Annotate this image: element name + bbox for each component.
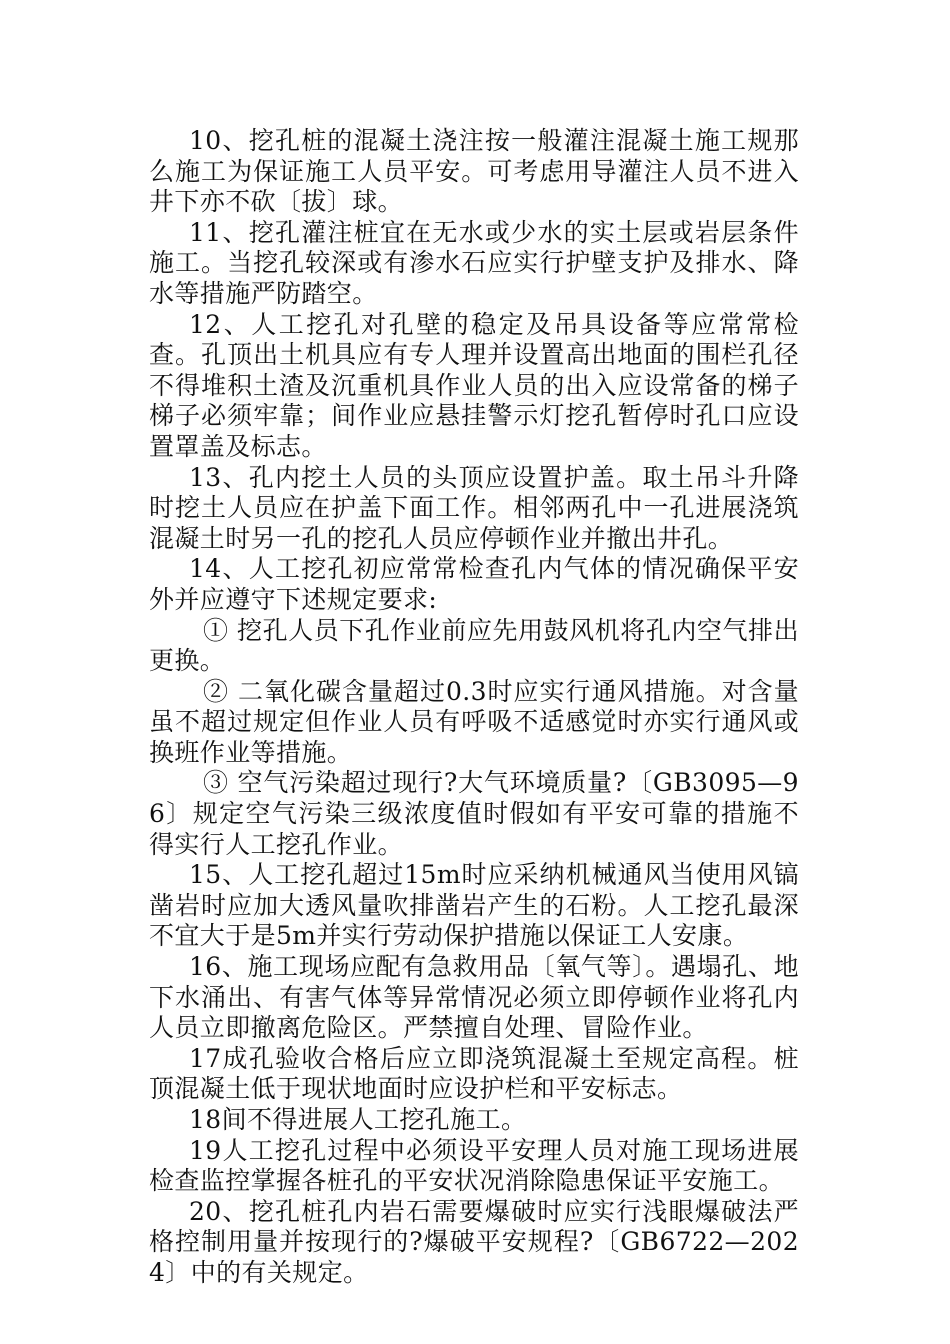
paragraph-item-12: 12、人工挖孔对孔壁的稳定及吊具设备等应常常检查。孔顶出土机具应有专人理并设置高出地面的围栏孔径不得堆积土渣及沉重机具作业人员的出入应设常备的梯子梯子必须牢靠；间作业应悬挂警示灯挖孔暂停时孔口应设置罩盖及标志。 [149, 309, 799, 461]
paragraph-item-17: 17成孔验收合格后应立即浇筑混凝土至规定高程。桩顶混凝土低于现状地面时应设护栏和平安标志。 [149, 1043, 799, 1104]
sub-item-2: ② 二氧化碳含量超过0.3时应实行通风措施。对含量虽不超过规定但作业人员有呼吸不适感觉时亦实行通风或换班作业等措施。 [149, 676, 799, 767]
paragraph-item-14: 14、人工挖孔初应常常检查孔内气体的情况确保平安外并应遵守下述规定要求: [149, 554, 799, 614]
document-body [149, 126, 799, 1289]
paragraph-item-16: 16、施工现场应配有急救用品〔氧气等〕。遇塌孔、地下水涌出、有害气体等异常情况必须立即停顿作业将孔内人员立即撤离危险区。严禁擅自处理、冒险作业。 [149, 952, 799, 1043]
sub-item-3: ③ 空气污染超过现行?大气环境质量?〔GB3095—96〕规定空气污染三级浓度值时假如有平安可靠的措施不得实行人工挖孔作业。 [149, 768, 799, 859]
paragraph-item-11: 11、挖孔灌注桩宜在无水或少水的实土层或岩层条件施工。当挖孔较深或有渗水石应实行护壁支护及排水、降水等措施严防踏空。 [149, 217, 799, 308]
paragraph-item-10: 10、挖孔桩的混凝土浇注按一般灌注混凝土施工规那么施工为保证施工人员平安。可考虑用导灌注人员不进入井下亦不砍〔拔〕球。 [149, 126, 799, 217]
paragraph-item-20: 20、挖孔桩孔内岩石需要爆破时应实行浅眼爆破法严格控制用量并按现行的?爆破平安规程?〔GB6722—2024〕中的有关规定。 [149, 1196, 799, 1287]
paragraph-item-15: 15、人工挖孔超过15m时应采纳机械通风当使用风镐凿岩时应加大透风量吹排凿岩产生的石粉。人工挖孔最深不宜大于是5m并实行劳动保护措施以保证工人安康。 [149, 860, 799, 951]
paragraph-item-18: 18间不得进展人工挖孔施工。 [189, 1105, 527, 1134]
paragraph-item-13: 13、孔内挖土人员的头顶应设置护盖。取土吊斗升降时挖土人员应在护盖下面工作。相邻两孔中一孔进展浇筑混凝土时另一孔的挖孔人员应停顿作业并撤出井孔。 [149, 462, 799, 553]
sub-item-1: ① 挖孔人员下孔作业前应先用鼓风机将孔内空气排出更换。 [149, 615, 799, 676]
paragraph-item-19: 19人工挖孔过程中必须设平安理人员对施工现场进展检查监控掌握各桩孔的平安状况消除隐患保证平安施工。 [149, 1135, 799, 1196]
